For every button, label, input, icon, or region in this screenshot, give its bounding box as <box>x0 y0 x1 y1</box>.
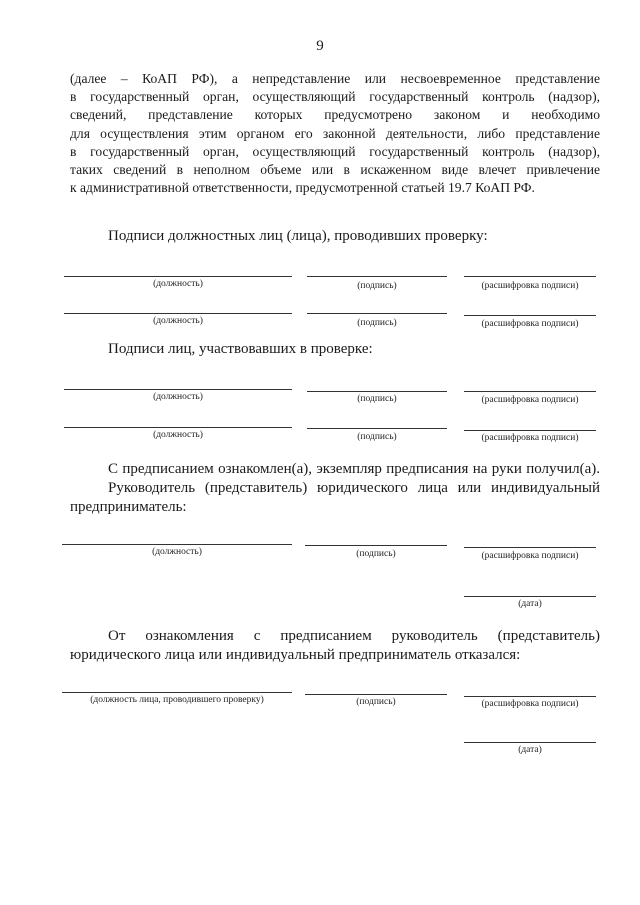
signature-caption: (подпись) <box>357 432 397 442</box>
signature-line <box>305 694 447 695</box>
refusal-text <box>70 627 600 665</box>
date-line <box>464 742 596 743</box>
decoding-caption: (расшифровка подписи) <box>481 551 579 561</box>
decoding-caption: (расшифровка подписи) <box>481 699 579 709</box>
decoding-line <box>464 276 596 277</box>
acknowledgement-line: предприниматель: <box>70 499 187 515</box>
position-line <box>62 692 292 693</box>
paragraph-line: в государственный орган, осуществляющий государственный контроль (надзор), <box>70 89 600 105</box>
position-caption: (должность) <box>153 392 203 402</box>
paragraph-line: сведений, представление которых предусмотрено законом и необходимо <box>70 107 600 123</box>
paragraph-line: к административной ответственности, предусмотренной статьей 19.7 КоАП РФ. <box>70 180 535 196</box>
signature-line <box>307 313 447 314</box>
date-caption: (дата) <box>518 745 542 755</box>
decoding-caption: (расшифровка подписи) <box>481 395 579 405</box>
decoding-caption: (расшифровка подписи) <box>481 319 579 329</box>
signature-line <box>305 545 447 546</box>
decoding-line <box>464 547 596 548</box>
decoding-line <box>464 430 596 431</box>
decoding-caption: (расшифровка подписи) <box>481 281 579 291</box>
paragraph-line: таких сведений в неполном объеме или в искаженном виде влечет привлечение <box>70 162 600 178</box>
page-number: 9 <box>316 38 324 54</box>
decoding-line <box>464 696 596 697</box>
position-caption: (должность) <box>153 279 203 289</box>
date-line <box>464 596 596 597</box>
acknowledgement-line: С предписанием ознакомлен(а), экземпляр предписания на руки получил(а). <box>108 461 600 477</box>
signature-line <box>307 391 447 392</box>
date-caption: (дата) <box>518 599 542 609</box>
acknowledgement-text <box>70 460 600 517</box>
position-line <box>62 544 292 545</box>
signature-caption: (подпись) <box>356 697 396 707</box>
signature-line <box>307 428 447 429</box>
signature-caption: (подпись) <box>357 281 397 291</box>
refusal-line: юридического лица или индивидуальный предприниматель отказался: <box>70 647 521 663</box>
signature-caption: (подпись) <box>357 394 397 404</box>
paragraph-line: в государственный орган, осуществляющий государственный контроль (надзор), <box>70 143 600 159</box>
signature-caption: (подпись) <box>357 318 397 328</box>
acknowledgement-line: Руководитель (представитель) юридического лица или индивидуальный <box>108 480 600 496</box>
position-caption: (должность лица, проводившего проверку) <box>90 695 264 705</box>
position-caption: (должность) <box>153 430 203 440</box>
position-line <box>64 389 292 390</box>
decoding-line <box>464 315 596 316</box>
refusal-line: От ознакомления с предписанием руководитель (представитель) <box>108 628 600 644</box>
position-line <box>64 276 292 277</box>
position-caption: (должность) <box>152 547 202 557</box>
decoding-caption: (расшифровка подписи) <box>481 433 579 443</box>
paragraph-line: (далее – КоАП РФ), а непредставление или несвоевременное представление <box>70 71 600 86</box>
position-caption: (должность) <box>153 316 203 326</box>
position-line <box>64 427 292 428</box>
signature-line <box>307 276 447 277</box>
paragraph-line: для осуществления этим органом его законной деятельности, либо представление <box>70 125 600 141</box>
participants-signatures-heading: Подписи лиц, участвовавших в проверке: <box>108 341 373 357</box>
position-line <box>64 313 292 314</box>
liability-paragraph <box>70 70 600 197</box>
signature-caption: (подпись) <box>356 549 396 559</box>
officials-signatures-heading: Подписи должностных лиц (лица), проводивших проверку: <box>108 228 488 244</box>
decoding-line <box>464 391 596 392</box>
